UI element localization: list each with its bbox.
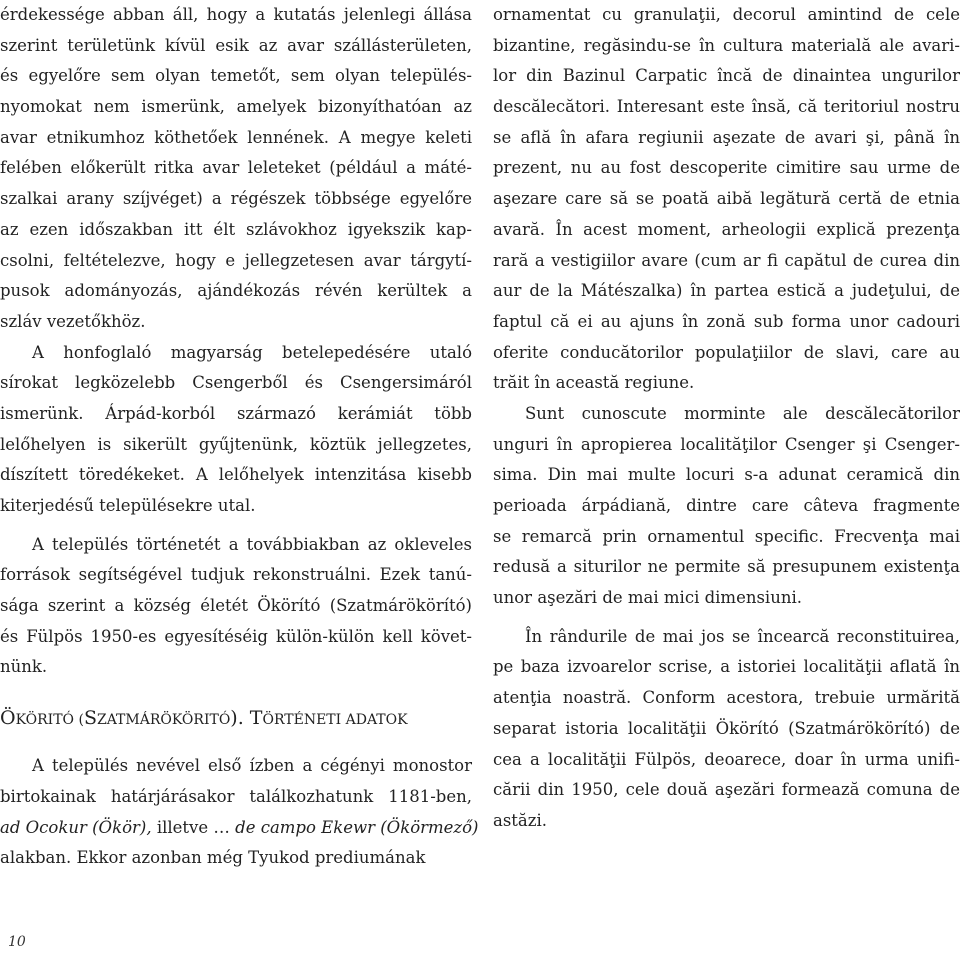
text-line: separat istoria localităţii Ökörító (Szatmárökörító) de — [493, 718, 960, 738]
text-line: díszített töredékeket. A lelőhelyek intenzitása kisebb — [0, 465, 472, 485]
text-line: ad Ocokur (Ökör), illetve … de campo Ekewr (Ökörmező) — [0, 817, 479, 837]
text-line: birtokainak határjárásakor találkozhatunk 1181-ben, — [0, 786, 472, 806]
text-line: Sunt cunoscute morminte ale descălecătorilor — [525, 403, 960, 423]
text-line: A honfoglaló magyarság betelepedésére utaló — [32, 342, 472, 362]
text-line: az ezen időszakban itt élt szlávokhoz igyekszik kap- — [0, 219, 472, 239]
text-line: redusă a siturilor ne permite să presupunem existenţa — [493, 557, 960, 577]
page-number: 10 — [8, 934, 26, 950]
left-paragraph-3 — [0, 530, 472, 683]
text-line: aur de la Mátészalka) în partea estică a judeţului, de — [493, 281, 960, 301]
text-line: descălecători. Interesant este însă, că teritoriul nostru — [493, 97, 960, 117]
left-paragraph-1 — [0, 0, 472, 338]
text-line: ismerünk. Árpád-korból származó kerámiát több — [0, 403, 472, 423]
text-line: trăit în această regiune. — [493, 373, 695, 393]
text-line: és Fülpös 1950-es egyesítéséig külön-külön kell követ- — [0, 626, 472, 646]
text-line: bizantine, regăsindu-se în cultura materială ale avari- — [493, 35, 960, 55]
text-line: sírokat legközelebb Csengerből és Csengersimáról — [0, 373, 472, 393]
text-line: În rândurile de mai jos se încearcă reconstituirea, — [525, 626, 960, 646]
text-line: astăzi. — [493, 810, 547, 830]
text-line: sima. Din mai multe locuri s-a adunat ceramică din — [493, 465, 960, 485]
text-line: és egyelőre sem olyan temetőt, sem olyan település- — [0, 66, 472, 86]
text-line: avar etnikumhoz köthetőek lennének. A megye keleti — [0, 127, 472, 147]
text-line: sága szerint a község életét Ökörító (Szatmárökörító) — [0, 596, 472, 616]
text-line: nyomokat nem ismerünk, amelyek bizonyíthatóan az — [0, 97, 472, 117]
text-line: szalkai arany szíjvéget) a régészek többsége egyelőre — [0, 189, 472, 209]
text-line: avară. În acest moment, arheologii explică prezenţa — [493, 219, 960, 239]
section-heading: ÖKÖRITÓ (SZATMÁRÖKÖRITÓ). TÖRTÉNETI ADATOK — [0, 707, 408, 730]
text-line: nünk. — [0, 657, 48, 677]
text-line: faptul că ei au ajuns în zonă sub forma unor cadouri — [493, 311, 960, 331]
right-paragraph-2 — [493, 399, 960, 614]
text-line: unor aşezări de mai mici dimensiuni. — [493, 588, 802, 608]
text-line: ornamentat cu granulaţii, decorul amintind de cele — [493, 5, 960, 24]
text-line: érdekessége abban áll, hogy a kutatás jelenlegi állása — [0, 5, 472, 24]
text-line: unguri în apropierea localităţilor Csenger şi Csenger- — [493, 434, 960, 454]
text-line: alakban. Ekkor azonban még Tyukod prediumának — [0, 848, 426, 868]
text-line: A település történetét a továbbiakban az okleveles — [32, 534, 472, 554]
text-line: oferite conducătorilor populaţiilor de slavi, care au — [493, 342, 960, 362]
text-line: se remarcă prin ornamentul specific. Frecvenţa mai — [493, 526, 960, 546]
right-column — [493, 0, 960, 837]
text-line: források segítségével tudjuk rekonstruálni. Ezek tanú- — [0, 565, 472, 585]
text-line: kiterjedésű településekre utal. — [0, 496, 256, 515]
text-line: pusok adományozás, ajándékozás révén kerültek a — [0, 281, 472, 301]
text-line: prezent, nu au fost descoperite cimitire sau urme de — [493, 158, 960, 178]
text-line: pe baza izvoarelor scrise, a istoriei localităţii aflată în — [493, 657, 960, 677]
text-line: perioada árpádiană, dintre care câteva fragmente — [493, 496, 960, 515]
text-line: aşezare care să se poată aibă legătură certă de etnia — [493, 189, 960, 209]
text-line: cării din 1950, cele două aşezări formează comuna de — [493, 780, 960, 800]
left-column — [0, 0, 479, 874]
text-line: lelőhelyen is sikerült gyűjtenünk, köztük jellegzetes, — [0, 434, 472, 454]
left-paragraph-2 — [0, 338, 472, 522]
right-paragraph-3 — [493, 622, 960, 837]
text-line: cea a localităţii Fülpös, deoarece, doar în urma unifi- — [493, 749, 960, 769]
text-line: atenţia noastră. Conform acestora, trebuie urmărită — [493, 688, 960, 708]
text-line: lor din Bazinul Carpatic încă de dinaintea ungurilor — [493, 66, 960, 86]
text-line: szerint területünk kívül esik az avar szállásterületen, — [0, 35, 472, 55]
right-paragraph-1 — [493, 0, 960, 399]
text-line: csolni, feltételezve, hogy e jellegzetesen avar tárgytí- — [0, 250, 472, 270]
text-line: A település nevével első ízben a cégényi monostor — [32, 756, 472, 776]
text-line: se află în afara regiunii aşezate de avari şi, până în — [493, 127, 960, 147]
left-paragraph-4 — [0, 751, 479, 874]
text-line: szláv vezetőkhöz. — [0, 311, 146, 331]
text-line: felében előkerült ritka avar leleteket (például a máté- — [0, 158, 472, 178]
text-line: rară a vestigiilor avare (cum ar fi capătul de curea din — [493, 250, 960, 270]
